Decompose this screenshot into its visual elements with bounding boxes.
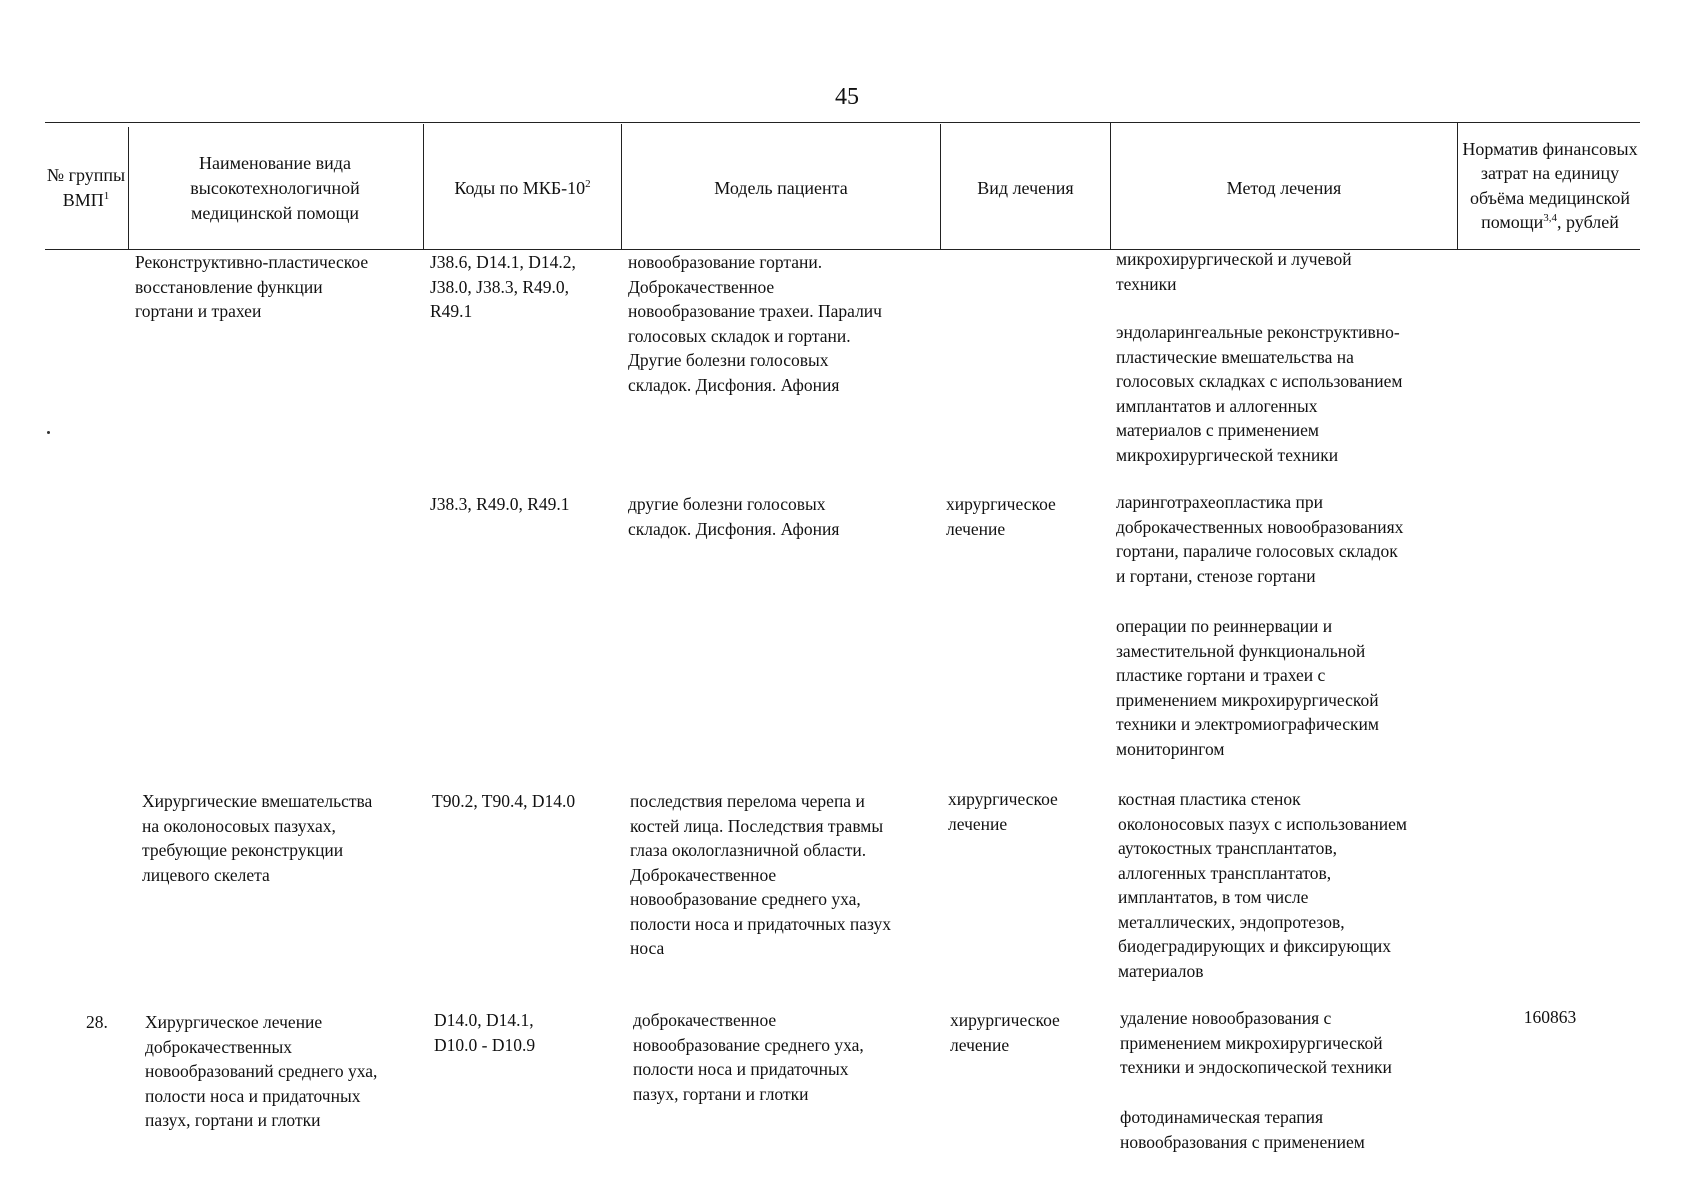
footnote-marker: 2 [585,177,591,190]
column-divider [128,127,129,249]
row4-cost-standard: 160863 [1523,1007,1577,1027]
row4-method-2: фотодинамическая терапия новообразования с применением [1120,1107,1365,1152]
header-icd-codes [424,127,621,249]
row1-method-2: эндоларингеальные реконструктивно- пластические вмешательства на голосовых складках с использованием имплантатов и аллогенных материалов с применением микрохирургической техники [1116,322,1403,465]
column-divider [1457,122,1458,249]
row4-treatment-type: хирургическое лечение [950,1010,1060,1055]
table-top-border [45,122,1640,123]
header-cost-standard-unit: , рублей [1557,212,1619,232]
page-number: 45 [835,84,859,110]
row2-icd-codes: J38.3, R49.0, R49.1 [430,494,570,514]
header-treatment-method [1111,127,1457,249]
row2-patient-model: другие болезни голосовых складок. Дисфония. Афония [628,494,840,539]
header-cost-standard-text: Норматив финансовых затрат на единицу объёма медицинской помощи [1462,138,1638,232]
row3-method-1: костная пластика стенок околоносовых пазух с использованием аутокостных трансплантатов, аллогенных трансплантатов, имплантатов, в том числе металлических, эндопротезов, биодеградирующих и фиксирующих материалов [1118,789,1407,981]
row1-method-1: микрохирургической и лучевой техники [1116,249,1352,294]
row3-care-type-name: Хирургические вмешательства на околоносовых пазухах, требующие реконструкции лицевого скелета [142,791,373,885]
header-cost-standard [1460,122,1640,249]
row4-group-number: 28. [86,1012,108,1032]
row2-method-2: операции по реиннервации и заместительной функциональной пластике гортани и трахеи с применением микрохирургической техники и электромиографическим мониторингом [1116,616,1379,759]
row3-patient-model: последствия перелома черепа и костей лица. Последствия травмы глаза окологлазничной области. Доброкачественное новообразование среднего уха, полости носа и придаточных пазух носа [630,791,892,958]
row4-patient-model: доброкачественное новообразование среднего уха, полости носа и придаточных пазух, гортани и глотки [633,1010,864,1104]
header-icd-codes-text: Коды по МКБ-10 [454,177,586,198]
footnote-marker: 3,4 [1543,212,1558,224]
row4-care-type-name: Хирургическое лечение доброкачественных новообразований среднего уха, полости носа и придаточных пазух, гортани и глотки [145,1012,378,1130]
header-patient-model-text: Модель пациента [714,177,848,198]
header-treatment-type [941,127,1110,249]
row3-treatment-type: хирургическое лечение [948,789,1058,834]
row4-method-1: удаление новообразования с применением микрохирургической техники и эндоскопической техники [1120,1008,1392,1077]
header-patient-model [622,127,940,249]
header-group-number-text: № группы ВМП [46,165,126,210]
stray-dot [47,431,50,434]
row1-icd-codes: J38.6, D14.1, D14.2, J38.0, J38.3, R49.0, R49.1 [430,252,576,321]
header-treatment-type-text: Вид лечения [977,177,1074,198]
header-care-type-name [150,127,400,249]
row2-treatment-type: хирургическое лечение [946,494,1056,539]
row4-icd-codes: D14.0, D14.1, D10.0 - D10.9 [434,1010,536,1055]
row3-icd-codes: T90.2, T90.4, D14.0 [432,791,576,811]
footnote-marker: 1 [103,190,110,202]
row1-care-type-name: Реконструктивно-пластическое восстановление функции гортани и трахеи [135,252,369,321]
row1-patient-model: новообразование гортани. Доброкачественное новообразование трахеи. Паралич голосовых складок и гортани. Другие болезни голосовых складок. Дисфония. Афония [628,252,882,395]
header-care-type-name-text: Наименование вида высокотехнологичной медицинской помощи [190,152,360,223]
header-treatment-method-text: Метод лечения [1226,177,1342,198]
header-group-number [45,127,127,249]
row2-method-1: ларинготрахеопластика при доброкачественных новообразованиях гортани, параличе голосовых складок и гортани, стенозе гортани [1116,492,1404,586]
